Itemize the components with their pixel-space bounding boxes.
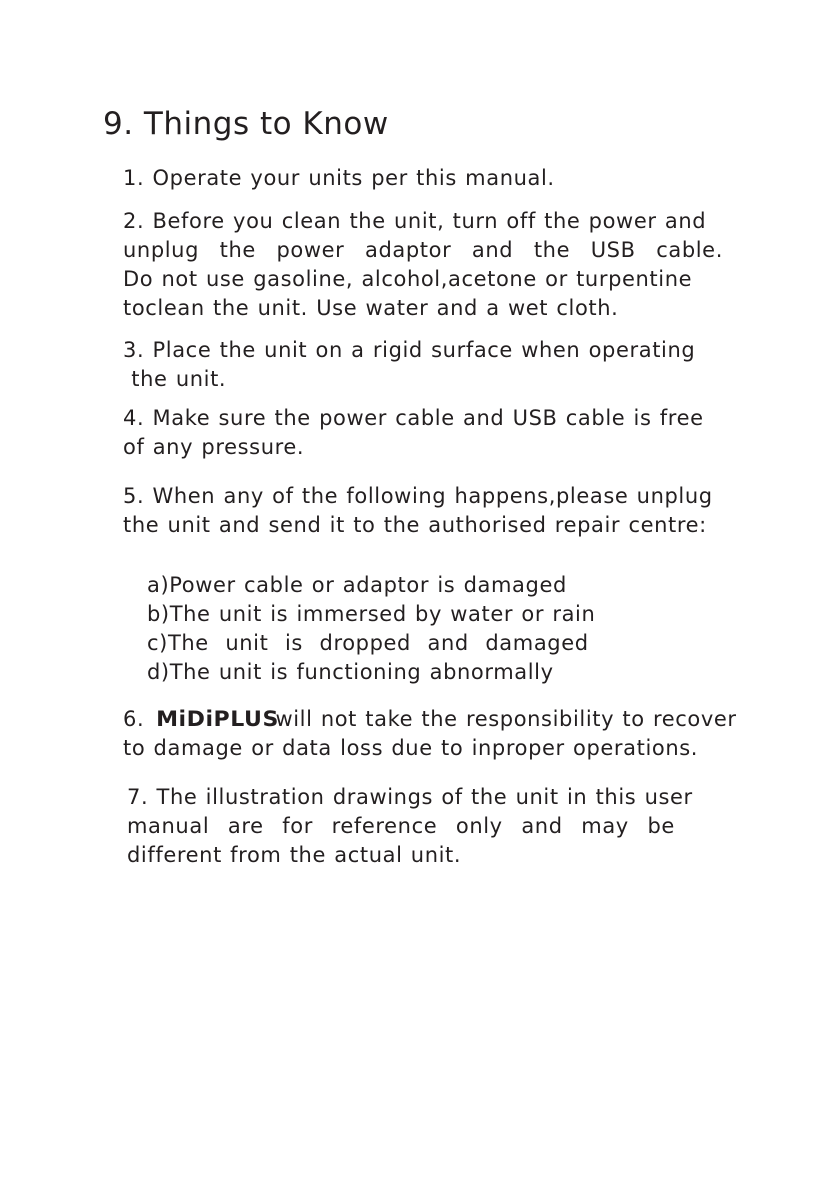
item-2-word: cable. [656, 238, 723, 262]
item-7-word: for [282, 814, 313, 838]
item-7-word: may [581, 814, 629, 838]
item-7-line-3: different from the actual unit. [127, 843, 462, 867]
sublist-item-b: b)The unit is immersed by water or rain [147, 602, 596, 626]
midiplus-logo: MiDiPLUS [155, 707, 279, 731]
item-2-word: power [276, 238, 345, 262]
item-6-text: will not take the responsibility to recover [275, 707, 737, 731]
item-7 [127, 783, 693, 870]
item-5 [123, 482, 743, 540]
sublist-item-c: c)The unit is dropped and damaged [147, 631, 589, 655]
item-7-word: reference [331, 814, 438, 838]
item-3-line-2: the unit. [123, 367, 227, 391]
item-2-line-3: Do not use gasoline, alcohol,acetone or turpentine [123, 267, 693, 291]
item-7-line-1: 7. The illustration drawings of the unit in this user [127, 785, 693, 809]
item-2-line-4: toclean the unit. Use water and a wet cloth. [123, 296, 619, 320]
sublist-item-d: d)The unit is functioning abnormally [147, 660, 554, 684]
item-4-line-1: 4. Make sure the power cable and USB cable is free [123, 406, 704, 430]
sublist-item-a: a)Power cable or adaptor is damaged [147, 573, 567, 597]
item-2-word: and [471, 238, 514, 262]
section-heading: 9. Things to Know [103, 106, 389, 142]
item-2-line-1: 2. Before you clean the unit, turn off the power and [123, 209, 707, 233]
item-5-line-1: 5. When any of the following happens,please unplug [123, 484, 713, 508]
item-7-word: manual [127, 814, 210, 838]
item-2-word: the [219, 238, 256, 262]
item-6 [123, 705, 743, 763]
item-2-word: USB [590, 238, 636, 262]
item-2-word: the [533, 238, 571, 262]
item-2-word: adaptor [365, 238, 452, 262]
item-3 [123, 336, 723, 394]
item-1 [123, 164, 563, 193]
item-7-word: are [227, 814, 264, 838]
item-7-word: only [455, 814, 503, 838]
item-2-word: unplug [123, 238, 200, 262]
item-3-line-1: 3. Place the unit on a rigid surface when operating [123, 338, 696, 362]
item-2-line-2 [123, 236, 723, 265]
item-7-word: and [521, 814, 563, 838]
item-7-line-2 [127, 812, 675, 841]
item-6-line-2: to damage or data loss due to inproper operations. [123, 736, 699, 760]
item-7-word: be [647, 814, 675, 838]
item-6-number: 6. [123, 707, 145, 731]
item-4-line-2: of any pressure. [123, 435, 305, 459]
item-5-sublist [147, 571, 607, 687]
item-6-line-1 [123, 705, 743, 734]
item-2 [123, 207, 723, 323]
item-5-line-2: the unit and send it to the authorised repair centre: [123, 513, 707, 537]
item-4 [123, 404, 723, 462]
item-1-line-1: 1. Operate your units per this manual. [123, 166, 555, 190]
